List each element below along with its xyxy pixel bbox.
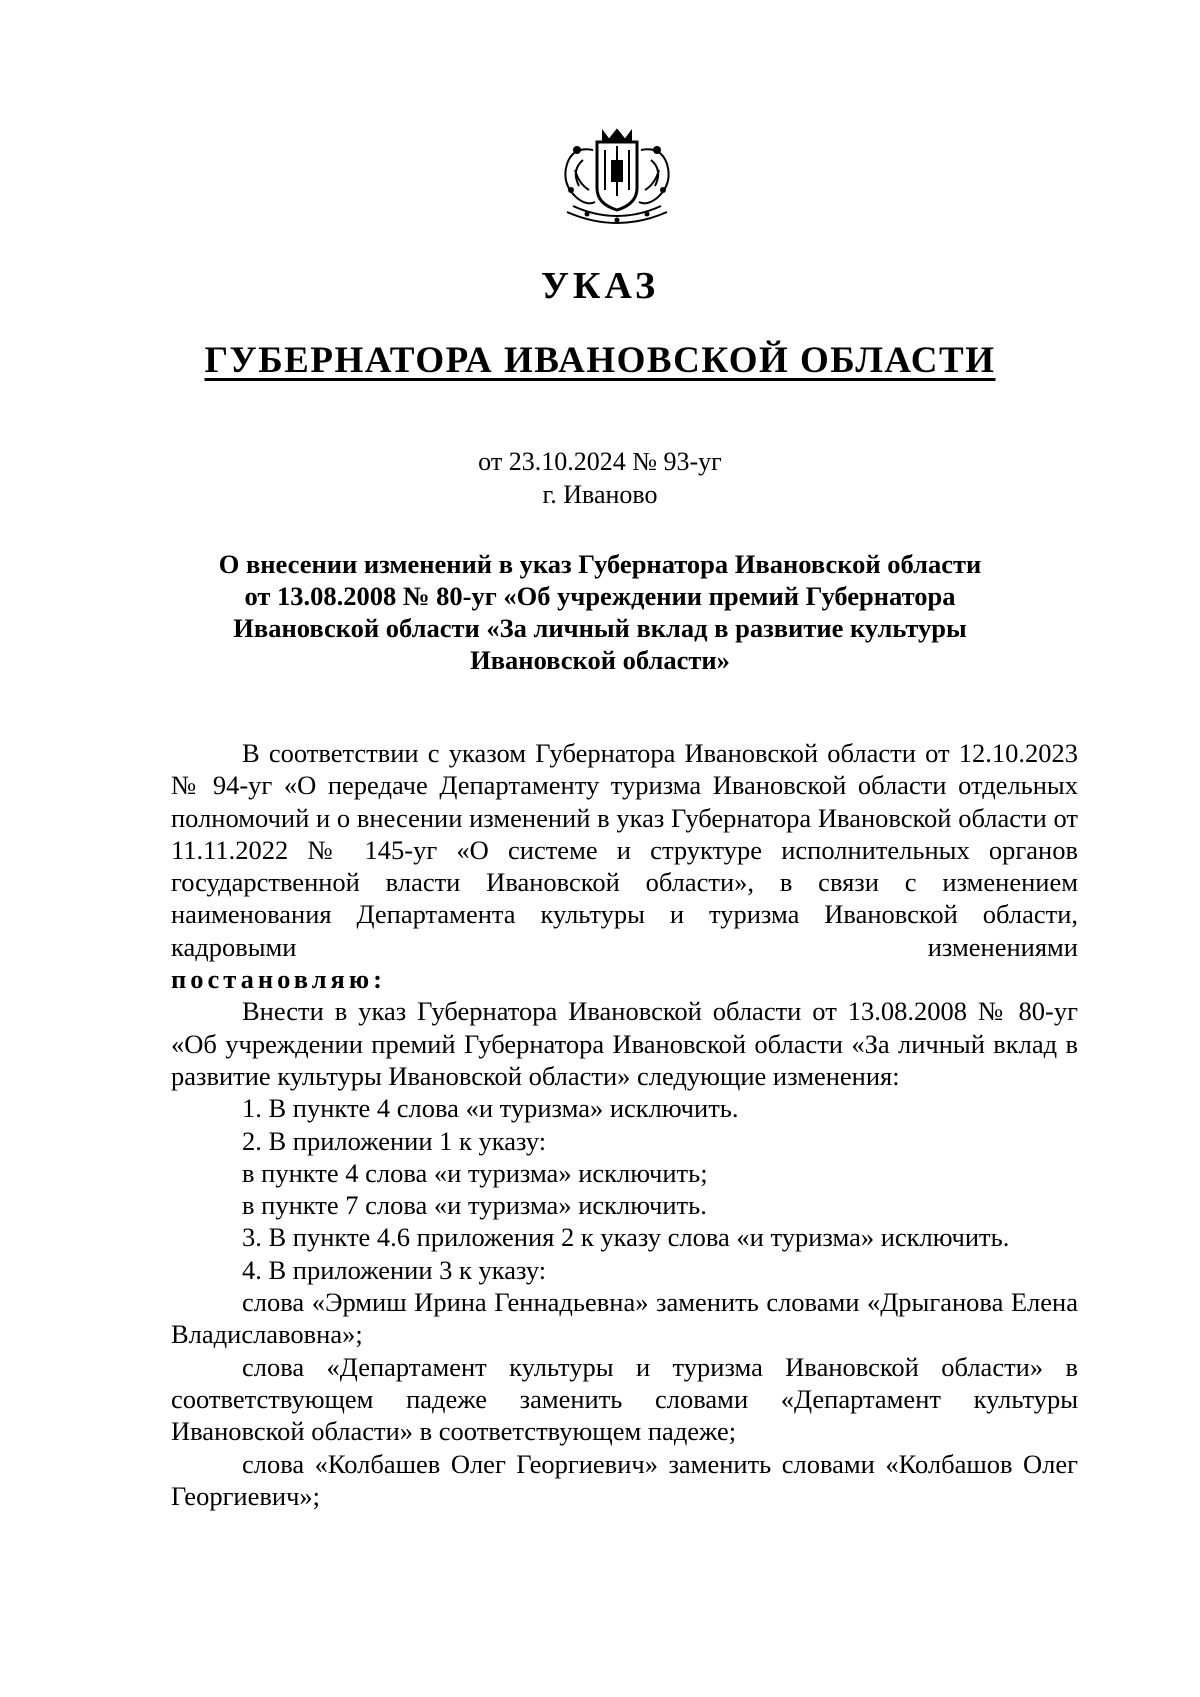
document-body bbox=[171, 737, 1078, 1512]
decree-word: постановляю: bbox=[171, 964, 386, 995]
list-item: 3. В пункте 4.6 приложения 2 к указу слова «и туризма» исключить. bbox=[242, 1222, 1010, 1253]
document-title bbox=[170, 548, 1030, 676]
title-line: от 13.08.2008 № 80-уг «Об учреждении премий Губернатора bbox=[244, 581, 956, 611]
title-line: Ивановской области «За личный вклад в развитие культуры bbox=[233, 613, 967, 643]
document-heading: УКАЗ bbox=[541, 265, 659, 307]
issuing-authority-text: ГУБЕРНАТОРА ИВАНОВСКОЙ ОБЛАСТИ bbox=[204, 340, 996, 381]
list-item: в пункте 7 слова «и туризма» исключить. bbox=[242, 1190, 707, 1221]
preamble-paragraph: В соответствии с указом Губернатора Ивановской области от 12.10.2023 № 94-уг «О передаче Департаменту туризма Ивановской области отдельных полномочий и о внесении изменений в указ Губернатора Ивановской области от 11.11.2022 № 145-уг «О системе и структуре исполнительных органов государственной власти Ивановской области», в связи с изменением наименования Департамента культуры и туризма Ивановской области, кадровыми изменениями bbox=[171, 738, 1078, 962]
title-line: О внесении изменений в указ Губернатора Ивановской области bbox=[218, 549, 982, 579]
list-item: в пункте 4 слова «и туризма» исключить; bbox=[242, 1157, 708, 1188]
list-item: слова «Департамент культуры и туризма Ивановской области» в соответствующем падеже заменить словами «Департамент культуры Ивановской области» в соответствующем падеже; bbox=[171, 1351, 1078, 1447]
list-item: 2. В приложении 1 к указу: bbox=[242, 1125, 547, 1156]
intro-paragraph: Внести в указ Губернатора Ивановской области от 13.08.2008 № 80-уг «Об учреждении премий Губернатора Ивановской области «За личный вклад в развитие культуры Ивановской области» следующие изменения: bbox=[171, 996, 1078, 1091]
document-date-number: от 23.10.2024 № 93-уг bbox=[478, 447, 722, 476]
coat-of-arms-icon bbox=[553, 120, 681, 226]
list-item: 1. В пункте 4 слова «и туризма» исключить. bbox=[242, 1093, 739, 1124]
title-line: Ивановской области» bbox=[470, 645, 730, 675]
list-item: 4. В приложении 3 к указу: bbox=[242, 1254, 547, 1285]
issuing-authority bbox=[0, 337, 1200, 385]
list-item: слова «Эрмиш Ирина Геннадьевна» заменить словами «Дрыганова Елена Владиславовна»; bbox=[171, 1287, 1078, 1350]
list-item: слова «Колбашев Олег Георгиевич» заменить словами «Колбашов Олег Георгиевич»; bbox=[171, 1448, 1078, 1511]
document-city: г. Иваново bbox=[542, 480, 658, 509]
